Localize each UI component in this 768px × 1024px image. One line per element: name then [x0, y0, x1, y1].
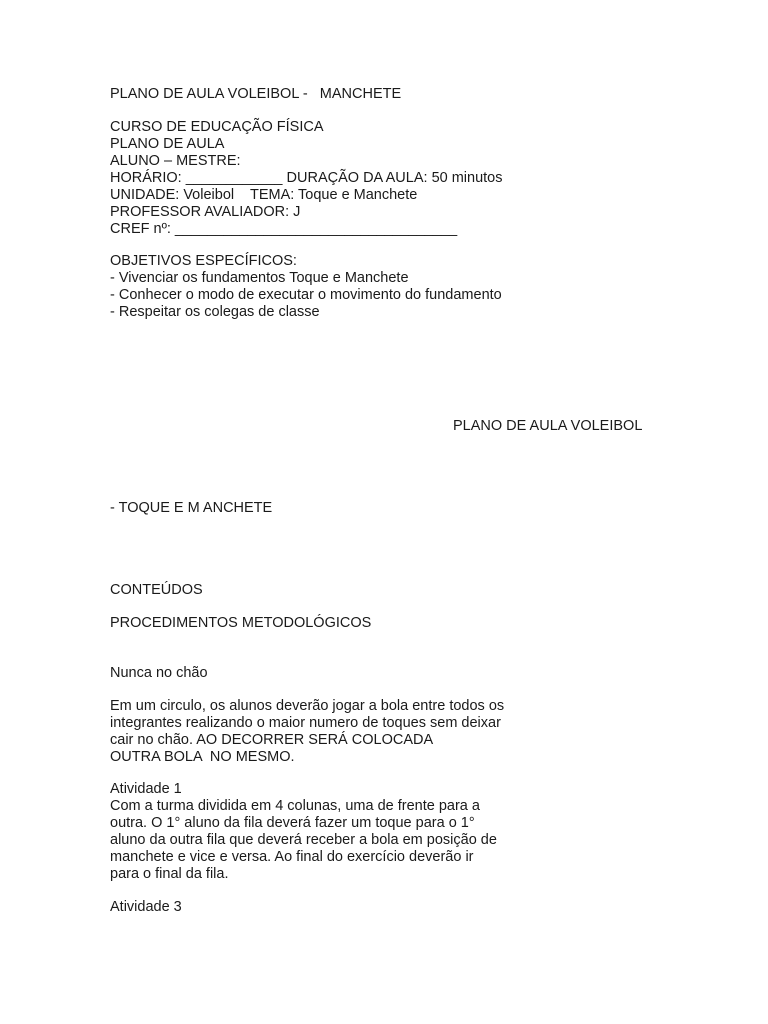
- plan-line: PLANO DE AULA: [110, 136, 225, 152]
- objective-item: - Vivenciar os fundamentos Toque e Manchete: [110, 270, 409, 286]
- evaluator-line: PROFESSOR AVALIADOR: J: [110, 204, 301, 220]
- activity-nunca-title: Nunca no chão: [110, 665, 208, 681]
- unit-theme-line: UNIDADE: Voleibol TEMA: Toque e Manchete: [110, 187, 418, 203]
- activity-nunca-text: cair no chão. AO DECORRER SERÁ COLOCADA: [110, 732, 434, 748]
- document-title: PLANO DE AULA VOLEIBOL - MANCHETE: [110, 86, 402, 102]
- activity-nunca-text: Em um circulo, os alunos deverão jogar a bola entre todos os: [110, 698, 505, 714]
- course-line: CURSO DE EDUCAÇÃO FÍSICA: [110, 119, 324, 135]
- schedule-line: HORÁRIO: ____________ DURAÇÃO DA AULA: 50 minutos: [110, 170, 503, 186]
- secondary-title: PLANO DE AULA VOLEIBOL: [453, 418, 643, 434]
- objective-item: - Conhecer o modo de executar o movimento do fundamento: [110, 287, 502, 303]
- cref-line: CREF nº: ___________________________________: [110, 221, 458, 237]
- activity-nunca-text: integrantes realizando o maior numero de toques sem deixar: [110, 715, 501, 731]
- activity-nunca-text: OUTRA BOLA NO MESMO.: [110, 749, 295, 765]
- contents-heading: CONTEÚDOS: [110, 582, 203, 598]
- procedures-heading: PROCEDIMENTOS METODOLÓGICOS: [110, 615, 372, 631]
- activity1-text: outra. O 1° aluno da fila deverá fazer um toque para o 1°: [110, 815, 475, 831]
- activity1-text: para o final da fila.: [110, 866, 229, 882]
- activity1-text: Com a turma dividida em 4 colunas, uma de frente para a: [110, 798, 480, 814]
- student-teacher-line: ALUNO – MESTRE:: [110, 153, 241, 169]
- content-item: - TOQUE E M ANCHETE: [110, 500, 273, 516]
- activity1-title: Atividade 1: [110, 781, 182, 797]
- objectives-heading: OBJETIVOS ESPECÍFICOS:: [110, 253, 297, 269]
- activity3-title: Atividade 3: [110, 899, 182, 915]
- objective-item: - Respeitar os colegas de classe: [110, 304, 320, 320]
- activity1-text: aluno da outra fila que deverá receber a bola em posição de: [110, 832, 497, 848]
- activity1-text: manchete e vice e versa. Ao final do exercício deverão ir: [110, 849, 474, 865]
